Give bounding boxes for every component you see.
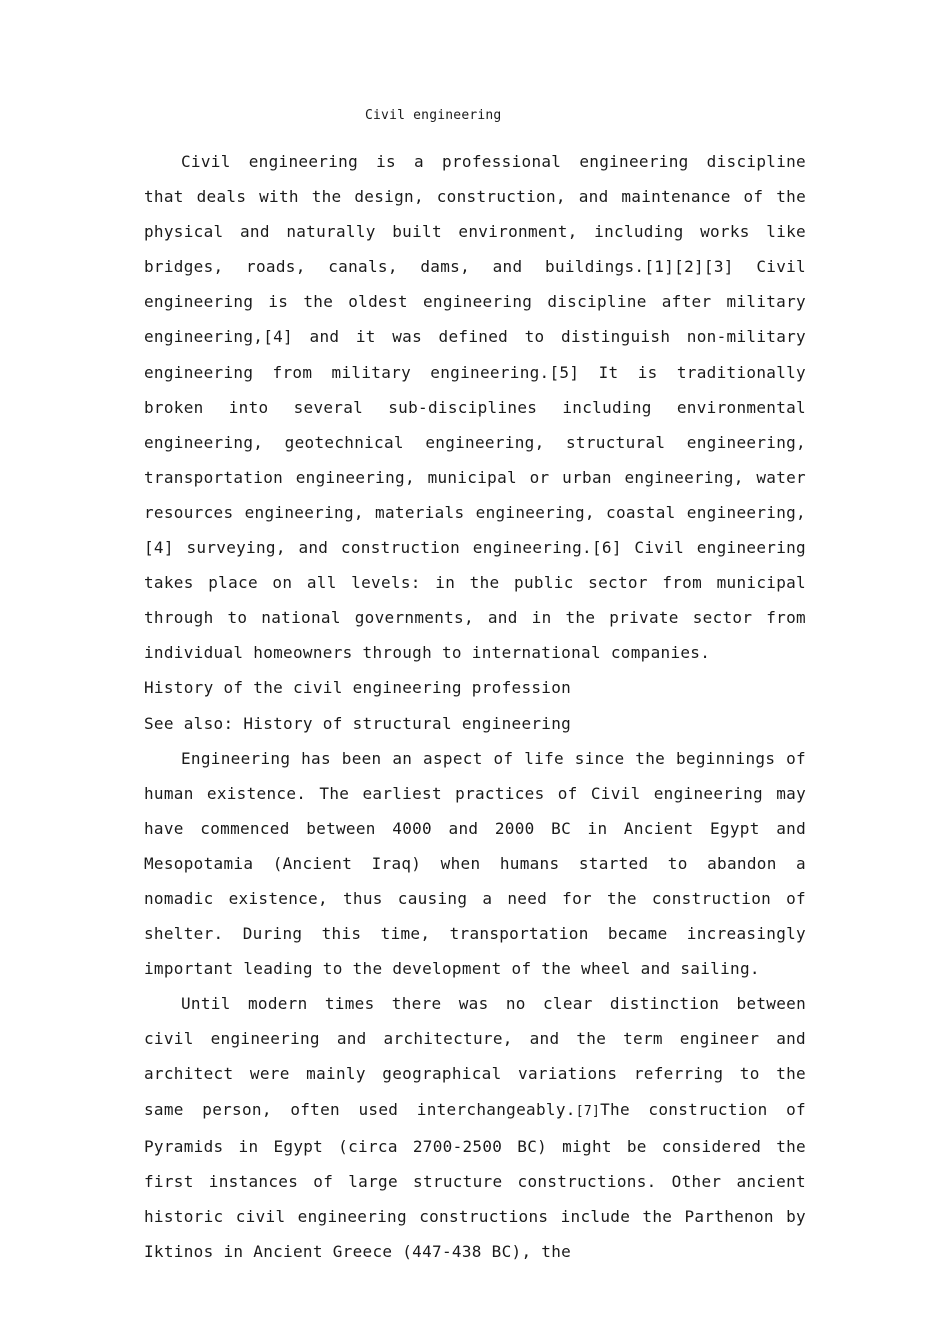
paragraph-history-modern-text-1: Until modern times there was no clear distinction between civil engineering and architecture, and the term engineer and architect were mainly geographical variations referring to the same person, often used interchangeably.	[144, 994, 806, 1119]
citation-marker: [7]	[575, 1103, 601, 1119]
paragraph-history-modern-text-2: The construction of Pyramids in Egypt (circa 2700-2500 BC) might be considered the first instances of large structure constructions. Other ancient historic civil engineering constructions include the Parthenon by Iktinos in Ancient Greece (447-438 BC), the	[144, 1099, 806, 1261]
paragraph-history-origins: Engineering has been an aspect of life since the beginnings of human existence. The earliest practices of Civil engineering may have commenced between 4000 and 2000 BC in Ancient Egypt and Mesopotamia (Ancient Iraq) when humans started to abandon a nomadic existence, thus causing a need for the construction of shelter. During this time, transportation became increasingly important leading to the development of the wheel and sailing.	[144, 748, 806, 979]
paragraph-history-modern	[144, 986, 806, 1269]
document-page	[144, 104, 806, 1269]
paragraph-intro: Civil engineering is a professional engineering discipline that deals with the design, construction, and maintenance of the physical and naturally built environment, including works like bridges, roads, canals, dams, and buildings.[1][2][3] Civil engineering is the oldest engineering discipline after military engineering,[4] and it was defined to distinguish non-military engineering from military engineering.[5] It is traditionally broken into several sub-disciplines including environmental engineering, geotechnical engineering, structural engineering, transportation engineering, municipal or urban engineering, water resources engineering, materials engineering, coastal engineering,[4] surveying, and construction engineering.[6] Civil engineering takes place on all levels: in the public sector from municipal through to national governments, and in the private sector from individual homeowners through to international companies.	[144, 152, 806, 663]
section-heading-history: History of the civil engineering profession	[144, 678, 572, 698]
see-also-line: See also: History of structural engineering	[144, 713, 572, 733]
document-title: Civil engineering	[365, 108, 502, 123]
